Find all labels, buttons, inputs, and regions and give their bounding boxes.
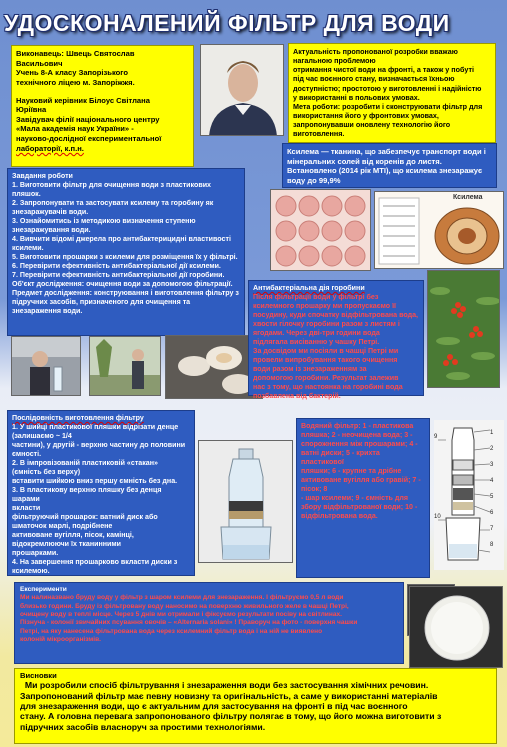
schematic-number: 10 (434, 514, 441, 520)
xylem-line: воду до 99,9% (287, 175, 341, 185)
rowan-image (428, 271, 500, 388)
conclusions-line: стану. А головна перевага запропонованого фільтру полягає в тому, що його можна виготовити з (20, 711, 442, 722)
conclusions-line: для знезараження води, що є актуальним для застосування на фронті в під час воєнного (20, 700, 408, 711)
antibacterial-heading: Антибактеріальна дія горобини (253, 284, 365, 292)
schematic-number: 6 (490, 510, 494, 516)
student-photo-1 (11, 336, 81, 396)
antibacterial-line: підлягала висіванню у чашку Петрі. (253, 338, 380, 346)
sequence-line: фільтруючий прошарок: ватний диск або (12, 513, 158, 521)
xylem-line: мінеральних солей від коренів до листя. (287, 156, 442, 166)
xylem-diagram-image (375, 192, 504, 269)
relevance-line: Мета роботи: розробити і сконструювати фільтр для (293, 101, 483, 111)
sequence-line: відокремлюючи їх тканинними (12, 540, 122, 548)
petri-clean-photo (409, 586, 503, 668)
sequence-box (7, 410, 195, 576)
schematic-number: 1 (490, 430, 494, 436)
xylem-diagram-label: Ксилема (453, 194, 483, 201)
sequence-line: активоване вугілля, пісок, камінці, (12, 531, 134, 539)
antibacterial-line: хвости гілочку горобини разом з листям і (253, 320, 400, 328)
supervisor-line: Юріївна (16, 105, 47, 115)
antibacterial-line: Після фільтрації води у фільтрі без (253, 293, 379, 301)
antibacterial-line: ягодами. Через дві-три години вода (253, 329, 380, 337)
xylem-line: Встановлено (2014 рік МТІ), що ксилема знезаражує (287, 166, 483, 176)
rowan-photo (427, 270, 500, 388)
supervisor-line: лабораторії, к.п.н. (16, 143, 84, 153)
schematic-number: 5 (490, 494, 494, 500)
relevance-line: у використанні в польових умовах. (293, 92, 420, 102)
conclusions-line: Запропонований фільтр має певну новизну та оригінальність, а саме у використанні матеріалів (20, 690, 438, 701)
portrait-image (201, 45, 284, 136)
relevance-line: отримання чистої води на фронті, а також у побуті (293, 65, 474, 75)
experiments-line: очищену воду в теплі місце. Через 5 днів ми отримали і фіксуємо результати посіву на світлинах. (20, 611, 343, 619)
sequence-line: частини), у другій - верхню частину до половини (12, 441, 186, 449)
relevance-line: Актуальність пропонованої розробки вважаю (293, 47, 458, 56)
sequence-line: шматочок марлі, подрібнене (12, 522, 113, 530)
conclusions-line: Ми розробили спосіб фільтрування і знезараження води без застосування хімічних речовин. (20, 680, 429, 691)
sequence-line: (залишаємо ~ 1/4 (12, 432, 72, 440)
filter-schematic-image (434, 420, 504, 570)
filter-schematic (434, 420, 504, 570)
schematic-number: 9 (434, 434, 438, 440)
task-item: 1. Виготовити фільтр для очищення води з пластикових пляшок. (12, 181, 212, 198)
supervisor-line: Завідувач філії національного центру (16, 114, 160, 124)
experiments-box (14, 582, 404, 664)
author-line: Виконавець: Швець Святослав (16, 49, 135, 58)
experiments-line: Ми налиназвано бруду воду у фільтр з шаром ксилеми для знезараження. І фільтруємо 0,5 л води (20, 594, 344, 602)
experiments-line: Пізнуча - колонії звичайних псування овочів – «Alternaria solani» ! Праворуч на фото - поверхня чашки (20, 619, 358, 627)
conclusions-box (14, 668, 497, 744)
student-photo-2-image (90, 337, 161, 396)
sequence-heading: Послідовність виготовлення фільтру (12, 414, 144, 422)
antibacterial-line: провели випробування такого очищення (253, 356, 398, 364)
antibacterial-line: посудину, куди спочатку відфільтрована вода, (253, 311, 419, 319)
task-item: 6. Перевірити ефективність антибактеріальної дії ксилеми. (12, 262, 221, 270)
relevance-line: виготовлення. (293, 129, 345, 139)
supervisor-line: науково-дослідної експериментальної (16, 134, 162, 144)
schematic-number: 7 (490, 526, 494, 532)
supervisor-line: «Мала академія наук України» - (16, 124, 134, 134)
conclusions-line: підручних засобів власноруч за простими технологіями. (20, 721, 266, 732)
author-line: технічного ліцею м. Запоріжжя. (16, 77, 135, 87)
antibacterial-line: ксилемного прошарку ми пропускаємо її (253, 302, 397, 310)
page-title: УДОСКОНАЛЕНИЙ ФІЛЬТР ДЛЯ ВОДИ (4, 10, 450, 36)
filter-layer-line: відфільтрована вода. (301, 512, 378, 520)
filter-layer-line: пісок; 8 (301, 485, 328, 493)
author-line: Учень 8-А класу Запорізького (16, 68, 129, 78)
antibacterial-box (248, 280, 424, 400)
sequence-line: (ємність без верху) (12, 468, 81, 476)
xylem-discs-photo (270, 189, 371, 271)
sequence-line: 2. В імпровізованій пластиковій «стакан» (12, 459, 158, 467)
supervisor-line: Науковий керівник Білоус Світлана (16, 95, 150, 105)
antibacterial-line: нас з тому, що настоянка на горобині вода (253, 383, 403, 391)
xylem-discs-image (271, 190, 371, 271)
filter-bottle-image (199, 441, 293, 563)
supervisor-lines (16, 96, 189, 154)
sequence-line: ксилемою. (12, 567, 50, 575)
student-photo-2 (89, 336, 161, 396)
experiments-heading: Експерименти (20, 586, 67, 593)
sequence-line: 1. У шийці пластикової пляшки відрізати денце (12, 423, 179, 431)
schematic-number: 8 (490, 542, 494, 548)
filter-layer-line: активоване вугілля або гравій; 7 - (301, 476, 421, 484)
author-box (11, 45, 194, 167)
sequence-line: вставити шийкою вниз першу ємність без дна. (12, 477, 178, 485)
tasks-heading: Завдання роботи (12, 172, 73, 180)
sequence-line: ємності. (12, 450, 42, 458)
relevance-line: доступністю; простотою у виготовленні і надійністю (293, 83, 482, 93)
experiments-line: близько години. Бруду із фільтровану воду наносимо на поверхню живильного желе в чашці Петрі, (20, 602, 349, 610)
author-line: Васильович (16, 58, 63, 68)
schematic-number: 3 (490, 462, 494, 468)
antibacterial-line: За досвідом ми посіяли в чашці Петрі ми (253, 347, 399, 355)
student-photo-1-image (12, 337, 81, 396)
filter-layer-line: пластикової (301, 458, 344, 466)
xylem-diagram (374, 191, 504, 269)
author-lines (16, 49, 189, 88)
relevance-line: нагальною проблемою (293, 56, 376, 66)
relevance-line: запропонувавши оновлену технологію його (293, 120, 451, 130)
task-item: 5. Виготовити прошарки з ксилеми для розміщення їх у фільтрі. (12, 253, 238, 261)
filter-layer-line: спорожнення між прошарами; 4 - (301, 440, 418, 448)
relevance-line: під час воєнного стану, визначається їхньою (293, 74, 455, 84)
task-item: 7. Перевірити ефективність антибактеріальної дії горобини. Об'єкт дослідження: очищення води за допомогою фільтрації. (12, 271, 233, 288)
conclusions-heading: Висновки (20, 671, 57, 680)
filter-layers-box (296, 418, 430, 578)
filter-layer-line: ватні диски; 5 - крихта (301, 449, 380, 457)
filter-bottle-photo (198, 440, 293, 563)
task-item: 3. Ознайомитись із методикою визначення ступеню знезаражування води. (12, 217, 196, 234)
task-item: 2. Запропонувати та застосувати ксилему та горобину як знезаражувачів води. (12, 199, 214, 216)
antibacterial-line: води разом із знезараженням за (253, 365, 367, 373)
filter-layer-line: пляшка; 2 - неочищена вода; 3 - (301, 431, 413, 439)
filter-layer-line: - шар ксилеми; 9 - ємність для (301, 494, 409, 502)
sequence-line: вкласти (12, 504, 41, 512)
antibacterial-line: позбавлена від бактерій. (253, 392, 341, 400)
schematic-number: 4 (490, 478, 494, 484)
sequence-line: 3. В пластикову верхню пляшку без денця шарами (12, 486, 162, 503)
experiments-line: колоній мікроорганізмів. (20, 636, 101, 644)
sequence-line: прошарками. (12, 549, 59, 557)
petri-clean-image (410, 587, 503, 668)
sequence-line: 4. На завершення прошарково вкласти диски з (12, 558, 178, 566)
xylem-line: Ксилема — тканина, що забезпечує транспорт води і (287, 147, 486, 156)
filter-layer-line: пляшки; 6 - крупне та дрібне (301, 467, 402, 475)
author-portrait-photo (200, 44, 284, 136)
tasks-box (7, 168, 245, 336)
tasks-list (12, 181, 240, 316)
xylem-box (282, 143, 497, 188)
filter-layer-line: Водяний фільтр: 1 - пластикова (301, 422, 414, 430)
relevance-box (288, 43, 496, 143)
task-item: 4. Вивчити відомі джерела про антибактерицидні властивості ксилеми. (12, 235, 231, 252)
schematic-number: 2 (490, 446, 494, 452)
antibacterial-line: допомогою горобини. Результат залежив (253, 374, 399, 382)
experiments-line: Петрі, на яку нанесена фільтрована вода через ксилемний фільтр вода і на ній не виявлено (20, 627, 323, 635)
relevance-line: використання його у фронтових умовах, (293, 110, 439, 120)
task-item: Предмет дослідження: конструювання і виготовлення фільтру з підручних засобів, призначеного для очищення та знезараження води. (12, 289, 239, 315)
filter-layer-line: збору відфільтрованої води; 10 - (301, 503, 418, 511)
